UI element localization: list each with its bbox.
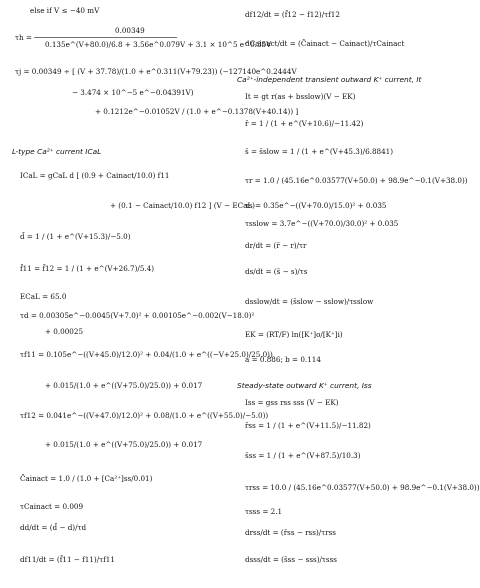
equation-dd-dt: dd/dt = (d̄ − d)/τd	[20, 523, 87, 532]
equation-tau-sslow: τsslow = 3.7e^−((V+70.0)/30.0)² + 0.035	[245, 219, 399, 228]
equation-tau-rss: τrss = 10.0 / (45.16e^0.03577(V+50.0) + 98.9e^−0.1(V+38.0))	[245, 483, 480, 492]
equation-iss: Iss = gss rss sss (V − EK)	[245, 398, 339, 407]
section-heading-steady: Steady-state outward K⁺ current, Iss	[237, 381, 372, 390]
equation-a-b: a = 0.886; b = 0.114	[245, 355, 321, 364]
equation-ical-1: ICaL = gCaL d [ (0.9 + Cainact/10.0) f11	[20, 171, 170, 180]
equation-ek: EK = (RT/F) ln([K⁺]o/[K⁺]i)	[245, 330, 343, 339]
equation-r-bar: r̄ = 1 / (1 + e^(V+10.6)/−11.42)	[245, 119, 364, 128]
equation-ical-2: + (0.1 − Cainact/10.0) f12 ] (V − ECaL)	[110, 201, 255, 210]
equation-tau-f12-2: + 0.015/(1.0 + e^((V+75.0)/25.0)) + 0.017	[45, 440, 203, 449]
equation-f11-bar: f̄11 = f̄12 = 1 / (1 + e^(V+26.7)/5.4)	[20, 264, 155, 273]
equation-tau-h-numerator: 0.00349	[115, 26, 145, 35]
equation-df11-dt: df11/dt = (f̄11 − f11)/τf11	[20, 555, 115, 564]
equation-tau-j-2: − 3.474 × 10^−5 e^−0.04391V)	[72, 88, 194, 97]
equation-tau-j-3: + 0.1212e^−0.01052V / (1.0 + e^−0.1378(V+40.14)) ]	[95, 107, 299, 116]
equation-ds-dt: ds/dt = (s̄ − s)/τs	[245, 267, 308, 276]
equation-dcainact-dt: dCainact/dt = (C̄ainact − Cainact)/τCainact	[245, 39, 405, 48]
equation-cainact-bar: C̄ainact = 1.0 / (1.0 + [Ca²⁺]ss/0.01)	[20, 474, 153, 483]
equation-tau-h: τh = ─────────────────────────────────	[15, 33, 177, 42]
equation-tau-d-1: τd = 0.00305e^−0.0045(V+7.0)² + 0.00105e^−0.002(V−18.0)²	[20, 311, 255, 320]
equation-d-bar: d̄ = 1 / (1 + e^(V+15.3)/−5.0)	[20, 232, 131, 241]
equation-s-bar: s̄ = s̄slow = 1 / (1 + e^(V+45.3)/6.8841)	[245, 147, 394, 156]
equation-rss-bar: r̄ss = 1 / (1 + e^(V+11.5)/−11.82)	[245, 421, 371, 430]
equation-tau-cainact: τCainact = 0.009	[20, 502, 84, 511]
equation-tau-f11-2: + 0.015/(1.0 + e^((V+75.0)/25.0)) + 0.017	[45, 381, 203, 390]
equation-dsss-dt: dsss/dt = (s̄ss − sss)/τsss	[245, 555, 337, 564]
equation-df12-dt: df12/dt = (f̄12 − f12)/τf12	[245, 10, 340, 19]
equation-dsslow-dt: dsslow/dt = (s̄slow − sslow)/τsslow	[245, 297, 374, 306]
equation-tau-h-denominator: 0.135e^(V+80.0)/6.8 + 3.56e^0.079V + 3.1 × 10^5 e^0.35V	[45, 40, 272, 49]
equation-sss-bar: s̄ss = 1 / (1 + e^(V+87.5)/10.3)	[245, 451, 361, 460]
equation-it: It = gt r(as + bsslow)(V − EK)	[245, 92, 356, 101]
equation-tau-s: τs = 0.35e^−((V+70.0)/15.0)² + 0.035	[245, 201, 387, 210]
equation-tau-r: τr = 1.0 / (45.16e^0.03577(V+50.0) + 98.9e^−0.1(V+38.0))	[245, 176, 468, 185]
equation-tau-j-1: τj = 0.00349 ÷ [ (V + 37.78)/(1.0 + e^0.311(V+79.23)) (−127140e^0.2444V	[15, 67, 297, 76]
equation-else-if: else if V ≤ −40 mV	[30, 6, 100, 15]
equation-tau-f12-1: τf12 = 0.041e^−((V+47.0)/12.0)² + 0.08/(1.0 + e^((V+55.0)/−5.0))	[20, 411, 269, 420]
equation-tau-d-2: + 0.00025	[45, 327, 84, 336]
section-heading-transient: Ca²⁺-independent transient outward K⁺ current, It	[237, 75, 422, 84]
equation-tau-f11-1: τf11 = 0.105e^−((V+45.0)/12.0)² + 0.04/(1.0 + e^((−V+25.0)/25.0))	[20, 350, 273, 359]
equation-ecal: ECaL = 65.0	[20, 292, 67, 301]
equation-drss-dt: drss/dt = (r̄ss − rss)/τrss	[245, 528, 336, 537]
section-heading-l-type: L-type Ca²⁺ current ICaL	[12, 147, 102, 156]
equation-dr-dt: dr/dt = (r̄ − r)/τr	[245, 241, 307, 250]
equation-tau-sss: τsss = 2.1	[245, 507, 283, 516]
